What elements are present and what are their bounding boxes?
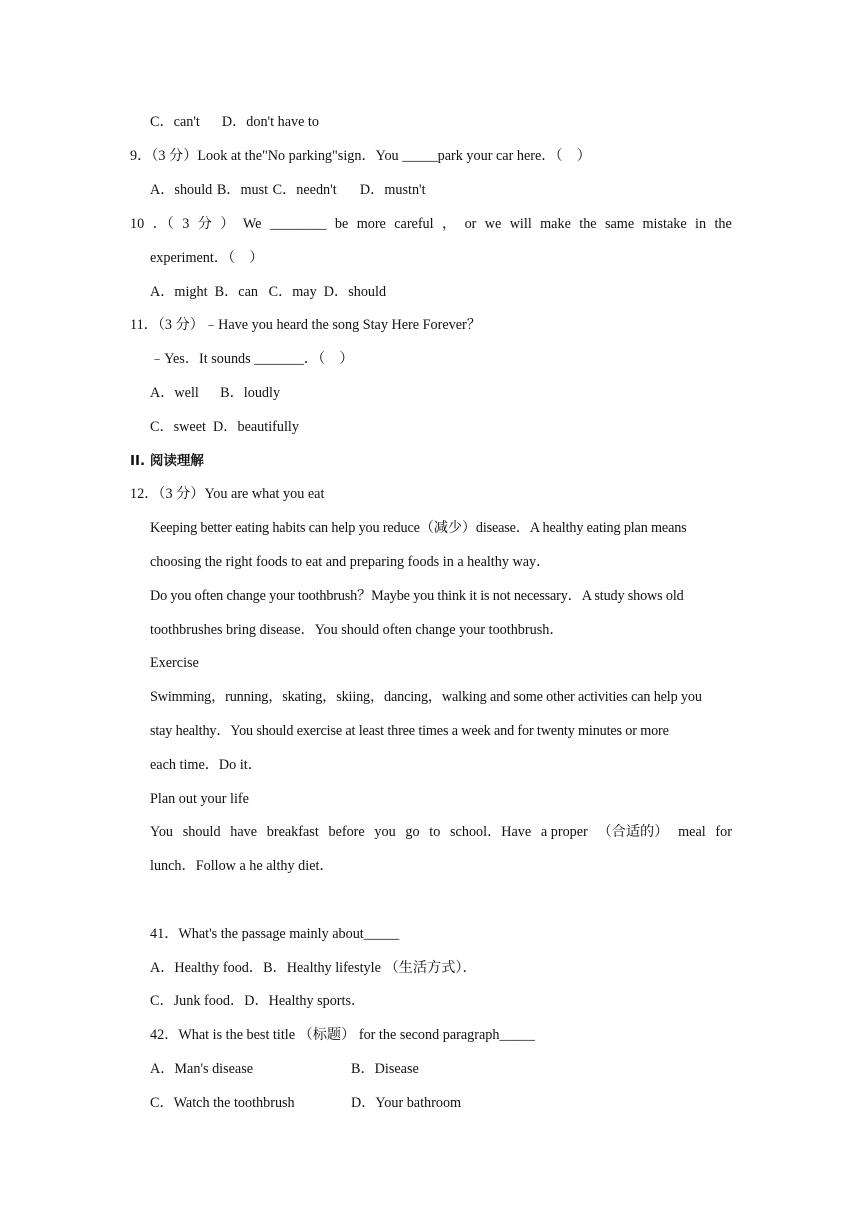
question-11-options-row1: A．well B．loudly bbox=[150, 385, 281, 401]
question-9-options: A．should B．must C．needn't D．mustn't bbox=[150, 182, 426, 198]
section-title-reading: II. 阅读理解 bbox=[130, 453, 204, 469]
question-41-options-row2: C．Junk food．D．Healthy sports． bbox=[150, 993, 366, 1009]
p4-word: to bbox=[429, 824, 441, 840]
p4-word: before bbox=[328, 824, 365, 840]
p4-word: have bbox=[230, 824, 258, 840]
passage-p2-line1: Do you often change your toothbrush？Maybe you think it is not necessary．A study shows old bbox=[150, 588, 684, 604]
passage-p1-line1: Keeping better eating habits can help you reduce（减少）disease．A healthy eating plan means bbox=[150, 520, 687, 536]
passage-p3-line2: stay healthy．You should exercise at least three times a week and for twenty minutes or more bbox=[150, 723, 669, 739]
question-42-option-d: D．Your bathroom bbox=[351, 1095, 462, 1111]
q10-word: ） bbox=[220, 216, 235, 232]
q10-word: same bbox=[604, 216, 635, 232]
q10-word: we bbox=[484, 216, 502, 232]
question-41-stem: 41．What's the passage mainly about_____ bbox=[150, 926, 400, 942]
p4-word: meal bbox=[678, 824, 706, 840]
question-12-stem: 12．（3 分）You are what you eat bbox=[130, 486, 325, 502]
p4-word: You bbox=[150, 824, 174, 840]
p4-word: for bbox=[715, 824, 732, 840]
q10-word: careful bbox=[394, 216, 434, 232]
passage-p3-line3: each time．Do it． bbox=[150, 757, 262, 773]
q10-word: ， bbox=[441, 216, 457, 232]
passage-p4-line1 bbox=[150, 822, 732, 842]
passage-heading-exercise: Exercise bbox=[150, 655, 199, 671]
q10-word: be bbox=[334, 216, 349, 232]
question-42-option-b: B．Disease bbox=[351, 1061, 419, 1077]
q10-word: more bbox=[356, 216, 386, 232]
question-11-reply: ﹣Yes．It sounds _______．（ ） bbox=[150, 351, 354, 367]
q10-word: ．（ bbox=[152, 216, 174, 232]
p4-word: a proper bbox=[540, 824, 588, 840]
question-10-stem bbox=[130, 214, 732, 234]
question-10-stem-continued: experiment．（ ） bbox=[150, 250, 264, 266]
passage-p1-line2: choosing the right foods to eat and preparing foods in a healthy way． bbox=[150, 554, 551, 570]
q10-word: 3 bbox=[182, 216, 190, 232]
q10-word: ________ bbox=[269, 216, 327, 232]
question-42-option-c: C．Watch the toothbrush bbox=[150, 1095, 295, 1111]
p4-word: school．Have bbox=[450, 824, 532, 840]
question-11-options-row2: C．sweet D．beautifully bbox=[150, 419, 299, 435]
passage-heading-plan: Plan out your life bbox=[150, 791, 249, 807]
question-10-options: A．might B．can C．may D．should bbox=[150, 284, 387, 300]
p4-word: breakfast bbox=[266, 824, 319, 840]
passage-p4-line2: lunch．Follow a he althy diet． bbox=[150, 858, 334, 874]
question-9-stem: 9．（3 分）Look at the"No parking"sign．You _____park your car here．（ ） bbox=[130, 148, 591, 164]
passage-p2-line2: toothbrushes bring disease．You should often change your toothbrush． bbox=[150, 622, 564, 638]
q8-option-c: C．can't bbox=[150, 114, 200, 130]
question-42-stem: 42．What is the best title （标题） for the second paragraph_____ bbox=[150, 1027, 535, 1043]
q10-word: 10 bbox=[130, 216, 145, 232]
q10-word: the bbox=[714, 216, 732, 232]
q10-word: or bbox=[464, 216, 477, 232]
q10-word: 分 bbox=[197, 216, 212, 232]
q10-word: make bbox=[540, 216, 571, 232]
p4-word: you bbox=[374, 824, 396, 840]
p4-word: （合适的） bbox=[597, 824, 669, 840]
q10-word: will bbox=[509, 216, 532, 232]
q10-word: the bbox=[579, 216, 597, 232]
q10-word: in bbox=[695, 216, 707, 232]
p4-word: should bbox=[182, 824, 221, 840]
passage-p3-line1: Swimming，running，skating，skiing，dancing，walking and some other activities can help you bbox=[150, 689, 702, 705]
p4-word: go bbox=[405, 824, 420, 840]
question-42-option-a: A．Man's disease bbox=[150, 1061, 254, 1077]
q10-word: mistake bbox=[642, 216, 687, 232]
q10-word: We bbox=[242, 216, 262, 232]
question-11-stem: 11．（3 分）﹣Have you heard the song Stay Here Forever？ bbox=[130, 317, 481, 333]
q8-option-d: D．don't have to bbox=[221, 114, 319, 130]
question-41-options-row1: A．Healthy food．B．Healthy lifestyle （生活方式）． bbox=[150, 960, 477, 976]
question-8-options bbox=[150, 112, 319, 132]
